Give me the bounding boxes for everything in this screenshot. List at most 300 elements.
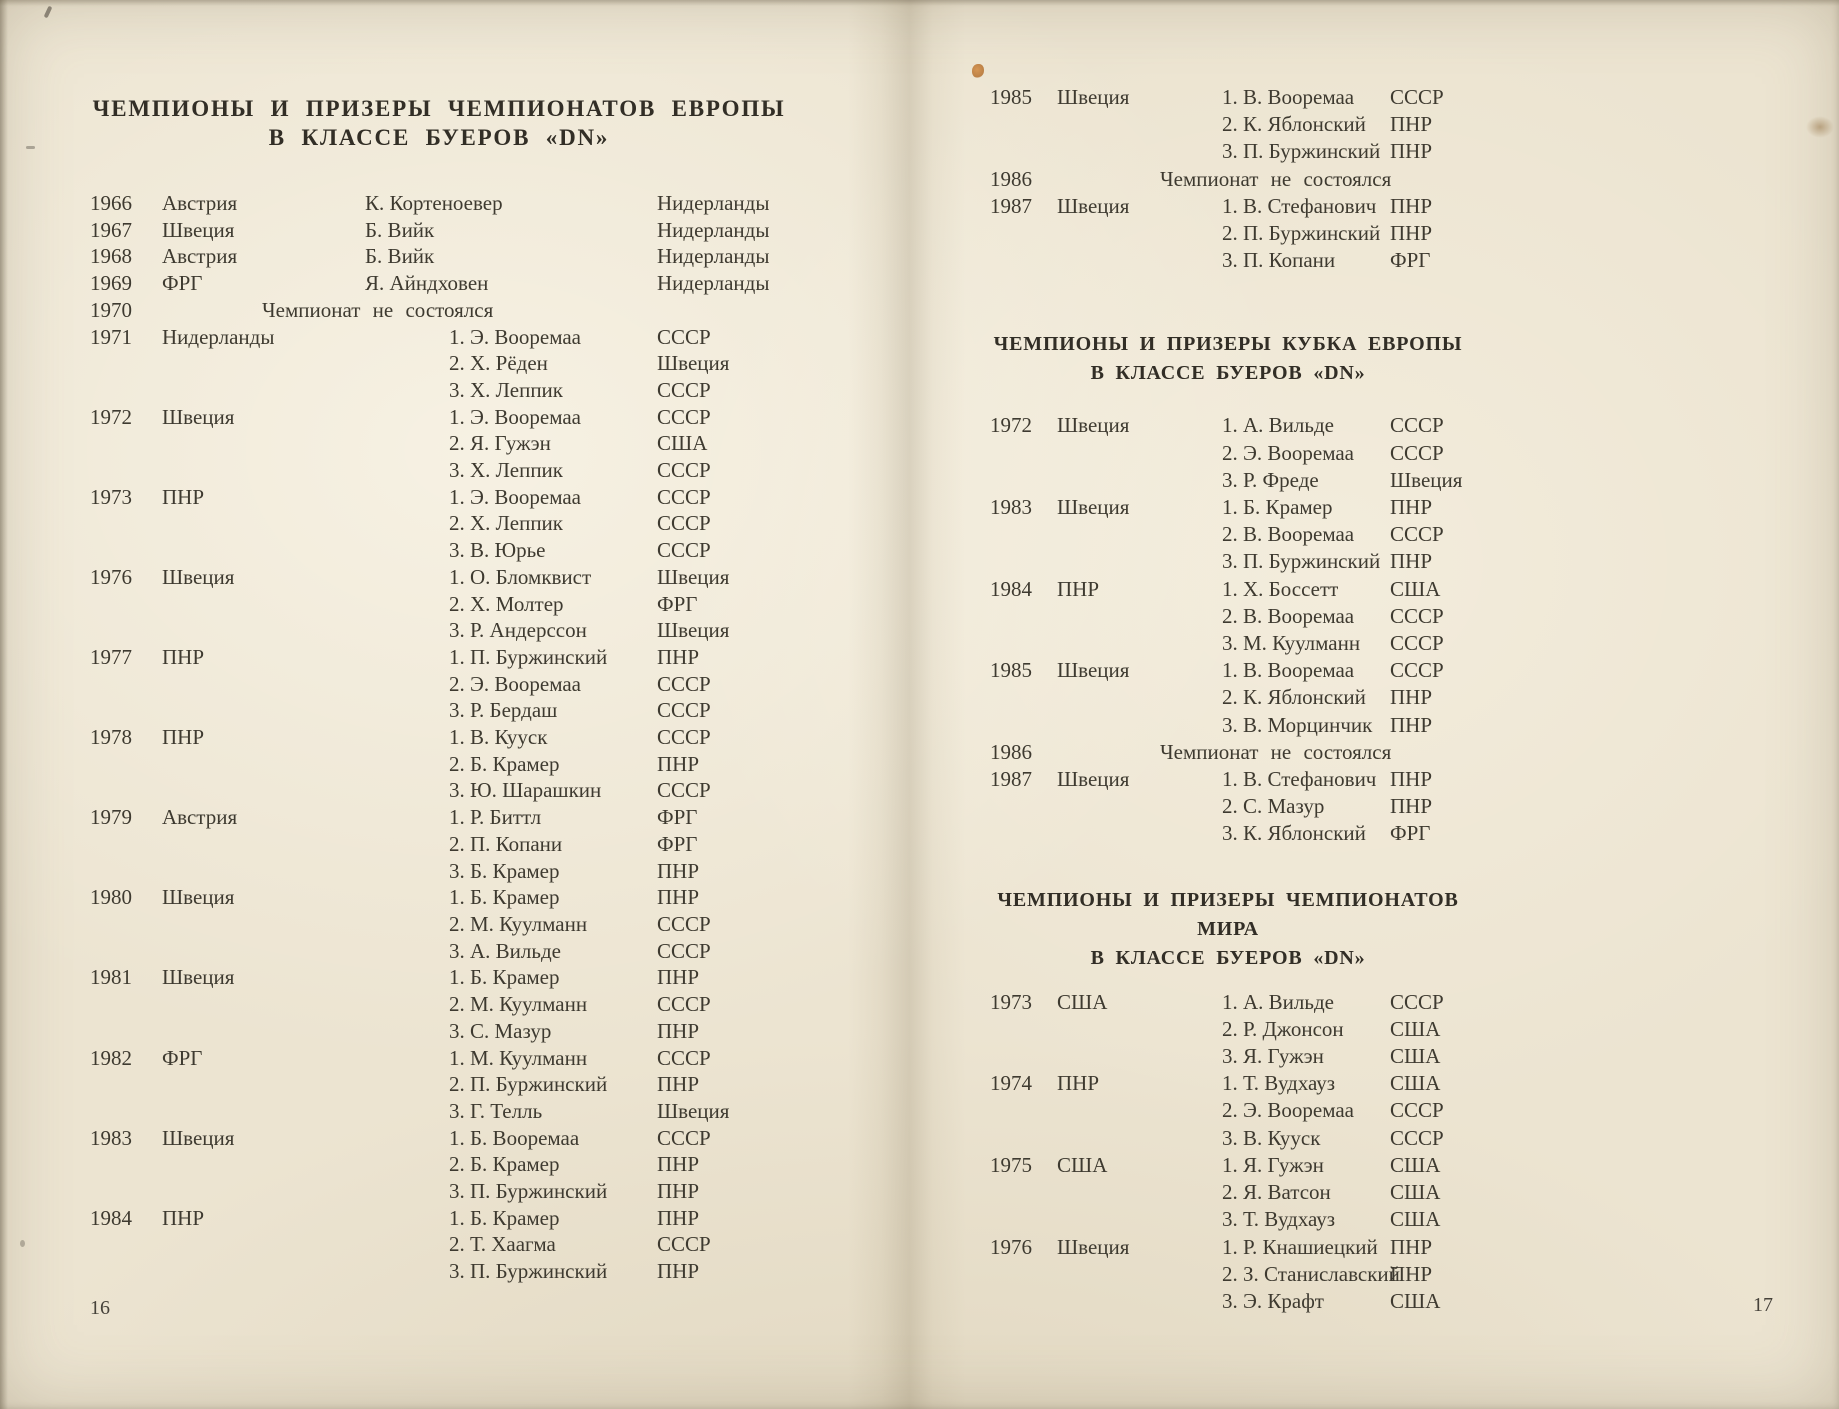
competitor-name-cell: 2. Э. Вооремаа: [1222, 1098, 1354, 1123]
competitor-name-cell: 3. А. Вильде: [449, 938, 561, 963]
country-cell: ПНР: [1390, 1261, 1433, 1286]
competitor-name-cell: 1. В. Вооремаа: [1222, 85, 1355, 109]
country-cell: ПНР: [657, 1205, 700, 1230]
competitor-name-cell: К. Кортеноевер: [365, 191, 503, 215]
year-cell: 1986: [990, 739, 1032, 764]
year-cell: [990, 793, 1057, 820]
country-cell: США: [1390, 1207, 1441, 1232]
competitor-name-cell: 2. Т. Хаагма: [449, 1232, 556, 1257]
competitor-name-cell: 1. О. Бломквист: [449, 564, 592, 589]
competitor-name-cell: 1. Б. Вооремаа: [449, 1125, 580, 1150]
host-cell: ФРГ: [162, 271, 203, 296]
results-row: [990, 193, 1466, 220]
section-title: [990, 330, 1466, 388]
results-row: [990, 138, 1466, 165]
results-row: [990, 1288, 1466, 1315]
results-row: [88, 617, 790, 644]
host-cell: Австрия: [162, 805, 238, 830]
page-gutter-shadow: [848, 0, 966, 1409]
host-cell: [162, 1018, 449, 1045]
section-world-championship: [990, 886, 1466, 1315]
country-cell: СССР: [657, 911, 711, 936]
host-cell: [1057, 467, 1222, 494]
year-cell: [88, 377, 162, 404]
year-cell: [990, 1016, 1057, 1043]
results-row: [88, 858, 790, 885]
host-cell: Швеция: [162, 404, 235, 429]
year-cell: 1980: [90, 885, 132, 910]
competitor-name-cell: 1. Б. Крамер: [449, 1205, 560, 1230]
results-row: [88, 644, 790, 671]
country-cell: Швеция: [657, 351, 730, 376]
results-row: [88, 1125, 790, 1152]
host-cell: [1057, 603, 1222, 630]
year-cell: [990, 1125, 1057, 1152]
year-cell: 1978: [90, 725, 132, 750]
country-cell: ПНР: [1390, 794, 1433, 819]
year-cell: 1971: [90, 324, 132, 349]
results-row: [990, 1016, 1466, 1043]
page-number: 16: [90, 1297, 110, 1319]
host-cell: [162, 751, 449, 778]
year-cell: [88, 430, 162, 457]
section-title-line: В КЛАССЕ БУЕРОВ «DN»: [268, 125, 610, 150]
results-row: [88, 564, 790, 591]
country-cell: СССР: [657, 484, 711, 509]
competitor-name-cell: 2. Я. Гужэн: [449, 431, 551, 456]
country-cell: СССР: [657, 992, 711, 1017]
host-cell: [1057, 1097, 1222, 1124]
year-cell: [990, 521, 1057, 548]
host-cell: Швеция: [1057, 767, 1130, 792]
right-page: [990, 84, 1466, 1315]
competitor-name-cell: 3. В. Морцинчик: [1222, 712, 1373, 737]
year-cell: [990, 820, 1057, 847]
section-europe-championship-continued: [990, 84, 1466, 274]
country-cell: СССР: [1390, 413, 1444, 438]
competitor-name-cell: Б. Вийк: [365, 217, 435, 242]
note-row: [88, 297, 790, 324]
results-row: [990, 657, 1466, 684]
country-cell: США: [1390, 576, 1441, 601]
year-cell: [88, 617, 162, 644]
host-cell: [162, 1231, 449, 1258]
country-cell: ПНР: [1390, 221, 1433, 246]
results-row: [88, 350, 790, 377]
results-row: [88, 510, 790, 537]
country-cell: СССР: [657, 725, 711, 750]
year-cell: [990, 712, 1057, 739]
country-cell: ПНР: [1390, 685, 1433, 710]
host-cell: [1057, 1125, 1222, 1152]
section-title-line: ЧЕМПИОНЫ И ПРИЗЕРЫ КУБКА ЕВРОПЫ: [993, 333, 1463, 356]
country-cell: СССР: [657, 1125, 711, 1150]
year-cell: 1987: [990, 767, 1032, 792]
results-table: [990, 412, 1466, 847]
competitor-name-cell: 1. В. Стефанович: [1222, 193, 1377, 218]
host-cell: [1057, 1179, 1222, 1206]
year-cell: [88, 911, 162, 938]
country-cell: СССР: [657, 1232, 711, 1257]
competitor-name-cell: 1. Б. Крамер: [449, 885, 560, 910]
country-cell: ПНР: [657, 1179, 700, 1204]
year-cell: 1976: [990, 1234, 1032, 1259]
competitor-name-cell: 2. П. Буржинский: [1222, 221, 1381, 246]
results-row: [990, 494, 1466, 521]
scan-edge-shadow-left: [0, 0, 8, 1409]
host-cell: ПНР: [162, 484, 205, 509]
competitor-name-cell: 1. Э. Вооремаа: [449, 484, 581, 509]
year-cell: 1976: [90, 564, 132, 589]
paper-stain: [972, 64, 984, 78]
year-cell: [990, 630, 1057, 657]
year-cell: 1979: [90, 805, 132, 830]
country-cell: СССР: [1390, 603, 1444, 628]
competitor-name-cell: 3. П. Буржинский: [1222, 549, 1381, 574]
results-row: [88, 1018, 790, 1045]
year-cell: [990, 220, 1057, 247]
year-cell: 1985: [990, 658, 1032, 683]
results-row: [990, 1070, 1466, 1097]
competitor-name-cell: 2. М. Куулманн: [449, 911, 588, 936]
country-cell: СССР: [1390, 658, 1444, 683]
country-cell: СССР: [1390, 85, 1444, 109]
competitor-name-cell: 1. М. Куулманн: [449, 1045, 588, 1070]
country-cell: СССР: [657, 511, 711, 536]
year-cell: [990, 247, 1057, 274]
year-cell: [88, 1018, 162, 1045]
year-cell: [88, 591, 162, 618]
results-row: [88, 404, 790, 431]
country-cell: ПНР: [1390, 767, 1433, 792]
competitor-name-cell: 2. Х. Леппик: [449, 511, 564, 536]
year-cell: [990, 1043, 1057, 1070]
country-cell: СССР: [1390, 989, 1444, 1014]
country-cell: ПНР: [1390, 495, 1433, 520]
host-cell: Швеция: [1057, 658, 1130, 683]
host-cell: [1057, 111, 1222, 138]
country-cell: ПНР: [1390, 139, 1433, 164]
section-title-line: В КЛАССЕ БУЕРОВ «DN»: [1090, 362, 1366, 385]
country-cell: Швеция: [657, 1098, 730, 1123]
country-cell: Швеция: [657, 564, 730, 589]
country-cell: Нидерланды: [657, 244, 770, 269]
host-cell: ФРГ: [162, 1045, 203, 1070]
results-row: [990, 630, 1466, 657]
host-cell: [1057, 1206, 1222, 1233]
year-cell: 1984: [90, 1205, 132, 1230]
competitor-name-cell: 3. П. Буржинский: [449, 1259, 608, 1284]
results-row: [990, 467, 1466, 494]
country-cell: СССР: [657, 538, 711, 563]
competitor-name-cell: 3. П. Копани: [1222, 248, 1336, 273]
competitor-name-cell: 1. Х. Боссетт: [1222, 576, 1339, 601]
host-cell: Швеция: [162, 564, 235, 589]
host-cell: [162, 430, 449, 457]
results-row: [88, 430, 790, 457]
competitor-name-cell: 2. К. Яблонский: [1222, 112, 1366, 137]
year-cell: [990, 1097, 1057, 1124]
competitor-name-cell: Б. Вийк: [365, 244, 435, 269]
host-cell: [162, 1098, 449, 1125]
host-cell: [162, 591, 449, 618]
year-cell: [88, 1178, 162, 1205]
paper-speck: [44, 6, 53, 19]
host-cell: Швеция: [1057, 193, 1130, 218]
results-row: [88, 1258, 790, 1285]
year-cell: [88, 671, 162, 698]
results-row: [990, 576, 1466, 603]
results-row: [990, 793, 1466, 820]
host-cell: [162, 777, 449, 804]
country-cell: СССР: [657, 1045, 711, 1070]
paper-speck: [26, 146, 35, 149]
results-row: [990, 603, 1466, 630]
host-cell: [162, 858, 449, 885]
year-cell: [88, 1071, 162, 1098]
country-cell: СССР: [657, 458, 711, 483]
country-cell: ПНР: [657, 751, 700, 776]
country-cell: США: [1390, 1288, 1441, 1313]
note-row: [990, 739, 1466, 766]
country-cell: США: [1390, 1071, 1441, 1096]
results-row: [88, 884, 790, 911]
host-cell: [162, 377, 449, 404]
competitor-name-cell: 2. Э. Вооремаа: [1222, 440, 1354, 465]
competitor-name-cell: 2. Р. Джонсон: [1222, 1016, 1344, 1041]
country-cell: США: [657, 431, 708, 456]
year-cell: [990, 467, 1057, 494]
host-cell: ПНР: [162, 1205, 205, 1230]
note-cell: Чемпионат не состоялся: [1160, 166, 1392, 191]
country-cell: СССР: [657, 778, 711, 803]
host-cell: [162, 537, 449, 564]
competitor-name-cell: 3. В. Юрье: [449, 538, 546, 563]
results-row: [88, 457, 790, 484]
competitor-name-cell: 1. Р. Биттл: [449, 805, 542, 830]
results-row: [990, 548, 1466, 575]
competitor-name-cell: 2. П. Буржинский: [449, 1072, 608, 1097]
host-cell: [1057, 548, 1222, 575]
host-cell: Нидерланды: [162, 324, 275, 349]
competitor-name-cell: 1. Б. Крамер: [449, 965, 560, 990]
year-cell: [990, 1179, 1057, 1206]
year-cell: [990, 1261, 1057, 1288]
country-cell: СССР: [657, 324, 711, 349]
host-cell: [1057, 1016, 1222, 1043]
country-cell: Нидерланды: [657, 191, 770, 215]
competitor-name-cell: 3. П. Буржинский: [449, 1179, 608, 1204]
results-row: [88, 1205, 790, 1232]
competitor-name-cell: 3. Я. Гужэн: [1222, 1044, 1324, 1069]
country-cell: ПНР: [657, 1259, 700, 1284]
section-title: [990, 886, 1466, 973]
host-cell: США: [1057, 1152, 1108, 1177]
note-cell: Чемпионат не состоялся: [262, 297, 494, 322]
host-cell: Швеция: [1057, 495, 1130, 520]
host-cell: [1057, 521, 1222, 548]
country-cell: ПНР: [657, 644, 700, 669]
host-cell: США: [1057, 989, 1108, 1014]
country-cell: ФРГ: [657, 591, 698, 616]
country-cell: ПНР: [657, 858, 700, 883]
year-cell: [88, 1098, 162, 1125]
results-row: [88, 724, 790, 751]
year-cell: 1983: [90, 1125, 132, 1150]
host-cell: [162, 1071, 449, 1098]
host-cell: Австрия: [162, 191, 238, 215]
year-cell: [88, 350, 162, 377]
country-cell: ФРГ: [657, 831, 698, 856]
results-row: [990, 1234, 1466, 1261]
results-table: [990, 84, 1466, 274]
year-cell: 1973: [90, 484, 132, 509]
results-row: [88, 324, 790, 351]
country-cell: СССР: [657, 938, 711, 963]
paper-speck: [20, 1240, 25, 1247]
country-cell: ФРГ: [1390, 821, 1431, 846]
year-cell: [88, 777, 162, 804]
year-cell: [990, 1206, 1057, 1233]
results-row: [88, 1098, 790, 1125]
competitor-name-cell: Я. Айндховен: [365, 271, 489, 296]
host-cell: [1057, 793, 1222, 820]
results-row: [990, 712, 1466, 739]
section-europe-championship: [88, 94, 790, 1285]
competitor-name-cell: 3. Э. Крафт: [1222, 1288, 1324, 1313]
results-row: [990, 1206, 1466, 1233]
year-cell: 1981: [90, 965, 132, 990]
host-cell: [162, 671, 449, 698]
competitor-name-cell: 1. А. Вильде: [1222, 413, 1334, 438]
results-row: [88, 377, 790, 404]
results-row: [990, 440, 1466, 467]
country-cell: ПНР: [657, 965, 700, 990]
year-cell: 1967: [90, 217, 132, 242]
competitor-name-cell: 2. Х. Рёден: [449, 351, 548, 376]
country-cell: ПНР: [657, 885, 700, 910]
results-row: [88, 991, 790, 1018]
host-cell: [162, 911, 449, 938]
country-cell: ПНР: [1390, 712, 1433, 737]
host-cell: [162, 697, 449, 724]
results-row: [88, 777, 790, 804]
host-cell: Австрия: [162, 244, 238, 269]
year-cell: 1975: [990, 1152, 1032, 1177]
results-row: [88, 697, 790, 724]
year-cell: [88, 831, 162, 858]
year-cell: [990, 138, 1057, 165]
year-cell: [88, 457, 162, 484]
host-cell: [162, 1258, 449, 1285]
year-cell: [88, 697, 162, 724]
results-row: [88, 217, 790, 244]
competitor-name-cell: 2. Б. Крамер: [449, 751, 560, 776]
country-cell: СССР: [1390, 1125, 1444, 1150]
section-title-line: ЧЕМПИОНЫ И ПРИЗЕРЫ ЧЕМПИОНАТОВ ЕВРОПЫ: [92, 96, 786, 121]
host-cell: Швеция: [162, 1125, 235, 1150]
year-cell: 1974: [990, 1071, 1032, 1096]
host-cell: [162, 617, 449, 644]
results-row: [88, 964, 790, 991]
results-row: [990, 84, 1466, 111]
host-cell: [162, 991, 449, 1018]
section-europe-cup: [990, 330, 1466, 847]
results-row: [88, 831, 790, 858]
results-row: [88, 270, 790, 297]
country-cell: ПНР: [1390, 193, 1433, 218]
year-cell: 1973: [990, 989, 1032, 1014]
year-cell: [990, 111, 1057, 138]
competitor-name-cell: 1. Т. Вудхауз: [1222, 1071, 1336, 1096]
year-cell: [88, 1231, 162, 1258]
host-cell: ПНР: [1057, 576, 1100, 601]
country-cell: СССР: [1390, 440, 1444, 465]
host-cell: [1057, 630, 1222, 657]
results-row: [88, 1178, 790, 1205]
scan-edge-shadow-top: [0, 0, 1839, 6]
results-row: [990, 111, 1466, 138]
results-row: [88, 1071, 790, 1098]
competitor-name-cell: 2. В. Вооремаа: [1222, 522, 1355, 547]
competitor-name-cell: 3. Р. Андерссон: [449, 618, 587, 643]
results-row: [990, 247, 1466, 274]
competitor-name-cell: 2. П. Копани: [449, 831, 563, 856]
competitor-name-cell: 3. Р. Фреде: [1222, 467, 1319, 492]
country-cell: ПНР: [657, 1072, 700, 1097]
host-cell: [1057, 220, 1222, 247]
country-cell: Швеция: [657, 618, 730, 643]
competitor-name-cell: 2. М. Куулманн: [449, 992, 588, 1017]
results-row: [88, 804, 790, 831]
year-cell: [88, 938, 162, 965]
year-cell: 1968: [90, 244, 132, 269]
competitor-name-cell: 2. К. Яблонский: [1222, 685, 1366, 710]
year-cell: 1986: [990, 166, 1032, 191]
competitor-name-cell: 3. Р. Бердаш: [449, 698, 558, 723]
competitor-name-cell: 2. Э. Вооремаа: [449, 671, 581, 696]
country-cell: Швеция: [1390, 467, 1463, 492]
competitor-name-cell: 3. С. Мазур: [449, 1018, 552, 1043]
country-cell: ПНР: [1390, 1234, 1433, 1259]
host-cell: ПНР: [162, 725, 205, 750]
results-row: [990, 521, 1466, 548]
country-cell: США: [1390, 1152, 1441, 1177]
competitor-name-cell: 1. В. Кууск: [449, 725, 548, 750]
competitor-name-cell: 3. Ю. Шарашкин: [449, 778, 602, 803]
year-cell: 1972: [990, 413, 1032, 438]
competitor-name-cell: 1. Э. Вооремаа: [449, 324, 581, 349]
year-cell: 1969: [90, 271, 132, 296]
results-row: [990, 1261, 1466, 1288]
year-cell: [88, 991, 162, 1018]
country-cell: ПНР: [1390, 112, 1433, 137]
country-cell: СССР: [657, 377, 711, 402]
year-cell: [88, 858, 162, 885]
year-cell: [990, 1288, 1057, 1315]
country-cell: США: [1390, 1016, 1441, 1041]
country-cell: СССР: [657, 404, 711, 429]
host-cell: Швеция: [1057, 1234, 1130, 1259]
host-cell: [162, 510, 449, 537]
year-cell: 1985: [990, 85, 1032, 109]
competitor-name-cell: 1. Б. Крамер: [1222, 495, 1333, 520]
results-row: [990, 412, 1466, 439]
year-cell: 1982: [90, 1045, 132, 1070]
country-cell: ПНР: [657, 1018, 700, 1043]
year-cell: [88, 751, 162, 778]
results-row: [990, 989, 1466, 1016]
